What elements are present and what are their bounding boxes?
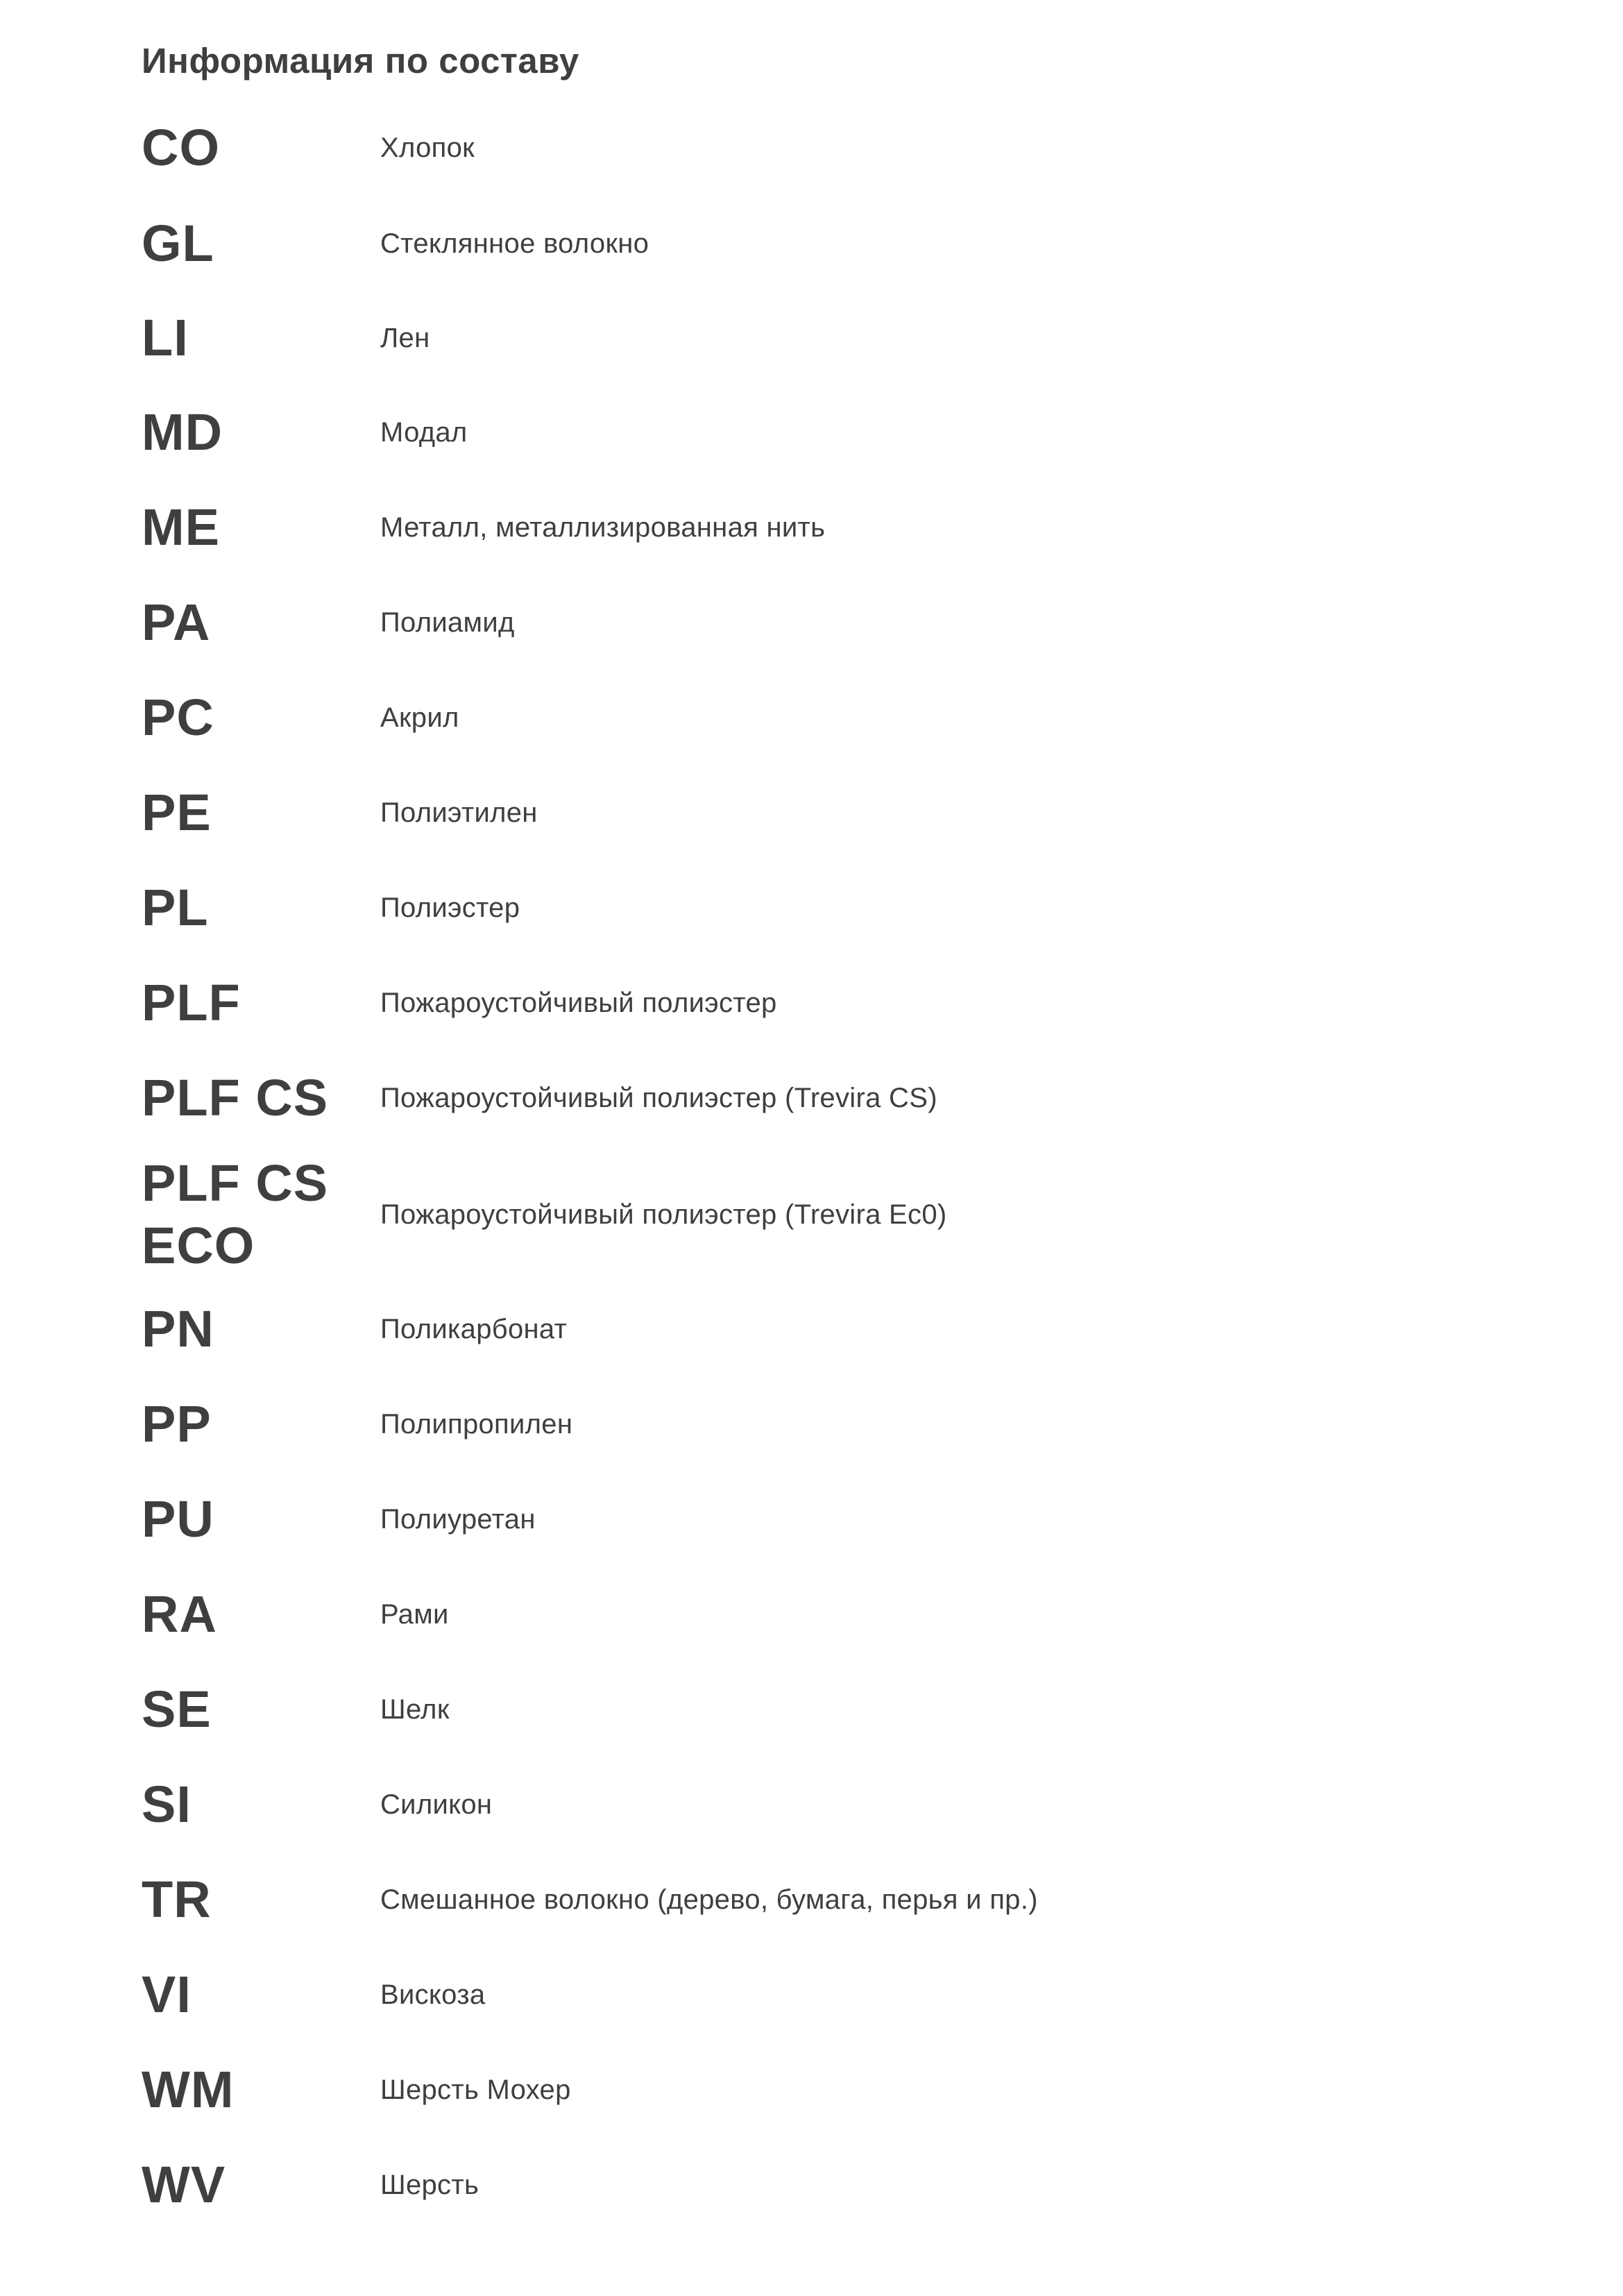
list-item [142,1768,1460,1841]
fiber-description: Полиамид [380,607,515,638]
fiber-description: Вискоза [380,1980,486,2010]
list-item [142,207,1460,280]
list-item [142,1958,1460,2032]
fiber-description: Пожароустойчивый полиэстер [380,988,777,1018]
fiber-code: WM [142,2061,235,2118]
fiber-code: SI [142,1775,192,1833]
list-item [142,681,1460,754]
list-item [142,1387,1460,1461]
list-item [142,1483,1460,1556]
list-item [142,396,1460,469]
page-title: Информация по составу [142,41,579,81]
list-item [142,586,1460,659]
list-item [142,1578,1460,1651]
fiber-code: PLF [142,974,241,1031]
fiber-code: PC [142,689,214,746]
fiber-description: Шелк [380,1694,450,1725]
fiber-description: Полиэтилен [380,797,538,828]
fiber-description: Полиэстер [380,893,520,923]
fiber-code: PP [142,1395,212,1453]
fiber-description: Металл, металлизированная нить [380,512,826,543]
fiber-description: Пожароустойчивый полиэстер (Trevira Ec0) [380,1199,947,1230]
fiber-code: ME [142,498,220,556]
fiber-code: PA [142,593,211,651]
fiber-code: WV [142,2156,226,2213]
fiber-code: PLF CS ECO [142,1154,329,1274]
fiber-description: Полиуретан [380,1504,536,1535]
fiber-description: Поликарбонат [380,1314,568,1344]
fiber-description: Пожароустойчивый полиэстер (Trevira CS) [380,1083,937,1113]
fiber-description: Рами [380,1599,449,1630]
fiber-code: GL [142,214,214,272]
list-item [142,1061,1460,1135]
fiber-description: Стеклянное волокно [380,228,649,259]
fiber-code: LI [142,309,189,366]
fiber-description: Модал [380,417,468,448]
fiber-description: Шерсть Мохер [380,2075,571,2105]
fiber-code: VI [142,1966,192,2023]
fiber-code: MD [142,403,223,461]
fiber-code: CO [142,119,220,176]
fiber-code: TR [142,1871,212,1928]
fiber-code: PLF CS [142,1069,329,1126]
list-item [142,1673,1460,1746]
fiber-code: SE [142,1680,212,1738]
list-item [142,2148,1460,2222]
fiber-description: Лен [380,323,430,353]
list-item [142,2053,1460,2127]
list-item [142,966,1460,1040]
list-item [142,1863,1460,1936]
list-item [142,1292,1460,1366]
fiber-code: PU [142,1490,214,1548]
list-item [142,776,1460,850]
fiber-description: Смешанное волокно (дерево, бумага, перья и пр.) [380,1884,1038,1915]
fiber-code: PL [142,879,209,936]
fiber-description: Шерсть [380,2170,479,2200]
fiber-code: RA [142,1585,217,1643]
fiber-code: PE [142,784,212,841]
list-item [142,491,1460,564]
list-item [142,301,1460,375]
fiber-description: Акрил [380,702,459,733]
list-item [142,1148,1460,1281]
list-item [142,871,1460,945]
fiber-description: Силикон [380,1789,493,1820]
list-item [142,111,1460,185]
fiber-description: Полипропилен [380,1409,573,1440]
fiber-code: PN [142,1300,214,1358]
fiber-description: Хлопок [380,133,475,163]
